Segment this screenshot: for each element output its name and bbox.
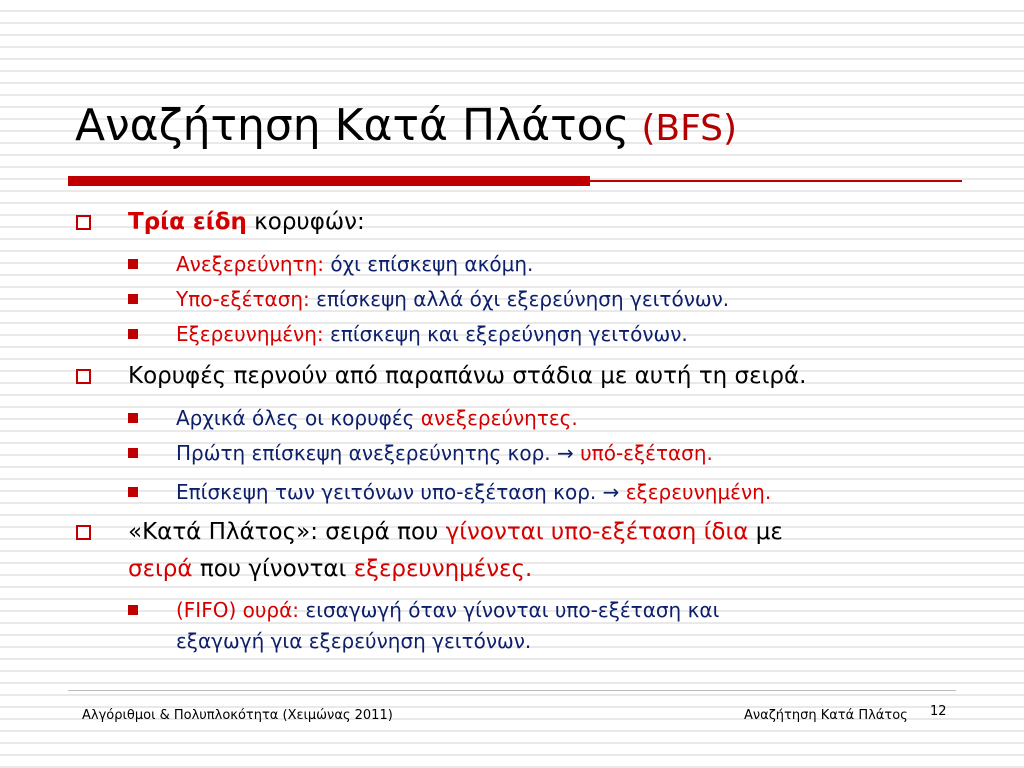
- filled-square-bullet-icon: [128, 259, 138, 269]
- page-number: 12: [930, 704, 947, 719]
- bullet-term: γίνονται υπο-εξέταση ίδια: [445, 519, 749, 545]
- bullet-text: όχι επίσκεψη ακόμη.: [324, 252, 534, 276]
- bullet-term: ανεξερεύνητες.: [420, 406, 578, 430]
- hollow-square-bullet-icon: [76, 525, 91, 540]
- filled-square-bullet-icon: [128, 329, 138, 339]
- bullet-term: Υπο-εξέταση:: [176, 287, 310, 311]
- bullet-text: που γίνονται: [192, 556, 354, 582]
- filled-square-bullet-icon: [128, 605, 138, 615]
- arrow-right-icon: →: [556, 441, 574, 465]
- filled-square-bullet-icon: [128, 413, 138, 423]
- bullet-term: εξερευνημένες.: [353, 556, 533, 582]
- bullet-term: Ανεξερεύνητη:: [176, 252, 325, 276]
- bullet-text: Αρχικά όλες οι κορυφές: [176, 406, 421, 430]
- bullet-emphasis: Τρία είδη: [128, 209, 247, 235]
- filled-square-bullet-icon: [128, 294, 138, 304]
- bullet-term: υπό-εξέταση.: [573, 441, 713, 465]
- bullet-text: επίσκεψη αλλά όχι εξερεύνηση γειτόνων.: [309, 287, 730, 311]
- filled-square-bullet-icon: [128, 448, 138, 458]
- footer-course: Αλγόριθμοι & Πολυπλοκότητα (Χειμώνας 2011): [82, 708, 393, 723]
- hollow-square-bullet-icon: [76, 369, 91, 384]
- bullet-text: κορυφών:: [246, 209, 365, 235]
- bullet-text: εξαγωγή για εξερεύνηση γειτόνων.: [176, 629, 532, 653]
- filled-square-bullet-icon: [128, 487, 138, 497]
- title-main: Αναζήτηση Κατά Πλάτος: [75, 100, 630, 151]
- bullet-term: σειρά: [128, 556, 193, 582]
- title-suffix: (BFS): [641, 108, 738, 149]
- hollow-square-bullet-icon: [76, 215, 91, 230]
- bullet-text: Κορυφές περνούν από παραπάνω στάδια με αυτή τη σειρά.: [128, 363, 807, 389]
- footer-divider: [68, 690, 956, 691]
- bullet-term: εξερευνημένη.: [619, 480, 772, 504]
- bullet-term: (FIFO) ουρά:: [176, 598, 300, 622]
- bullet-text: με: [748, 519, 783, 545]
- bullet-text: Πρώτη επίσκεψη ανεξερεύνητης κορ.: [176, 441, 557, 465]
- footer-topic: Αναζήτηση Κατά Πλάτος: [744, 708, 908, 723]
- bullet-text: Επίσκεψη των γειτόνων υπο-εξέταση κορ.: [176, 480, 603, 504]
- bullet-term: Εξερευνημένη:: [176, 322, 324, 346]
- bullet-text: «Κατά Πλάτος»: σειρά που: [128, 519, 446, 545]
- bullet-text: εισαγωγή όταν γίνονται υπο-εξέταση και: [299, 598, 720, 622]
- bullet-text: επίσκεψη και εξερεύνηση γειτόνων.: [323, 322, 688, 346]
- arrow-right-icon: →: [602, 480, 620, 504]
